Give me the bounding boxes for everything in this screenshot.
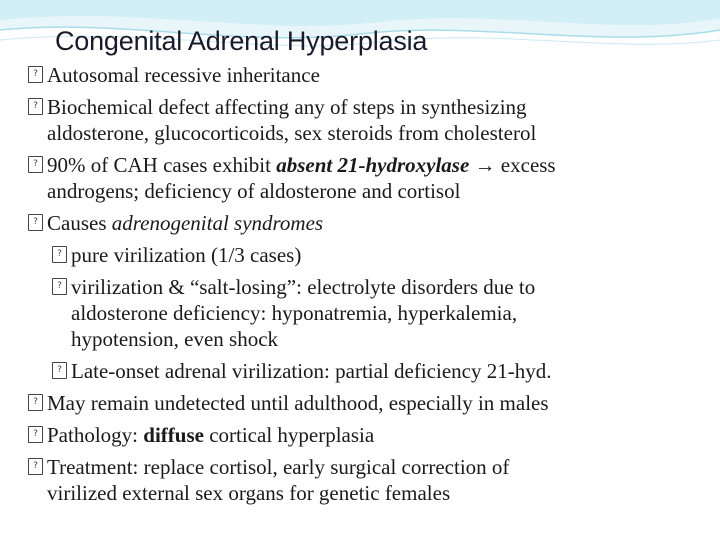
bullet-box-icon: ? bbox=[28, 66, 43, 83]
bullet-box-icon: ? bbox=[52, 246, 67, 263]
bullet-item: ? 90% of CAH cases exhibit absent 21-hydroxylase → excess androgens; deficiency of aldosterone and cortisol bbox=[28, 152, 708, 204]
bullet-item: ? Pathology: diffuse cortical hyperplasia bbox=[28, 422, 708, 448]
sub-bullet-item: ? pure virilization (1/3 cases) bbox=[52, 242, 708, 268]
sub-bullet-item: ? Late-onset adrenal virilization: partial deficiency 21-hyd. bbox=[52, 358, 708, 384]
bullet-box-icon: ? bbox=[28, 214, 43, 231]
bullet-box-icon: ? bbox=[28, 458, 43, 475]
bullet-box-icon: ? bbox=[28, 426, 43, 443]
bullet-item: ? Biochemical defect affecting any of steps in synthesizing aldosterone, glucocorticoids, sex steroids from cholesterol bbox=[28, 94, 708, 146]
bullet-list bbox=[28, 62, 708, 506]
bullet-item: ? May remain undetected until adulthood, especially in males bbox=[28, 390, 708, 416]
bullet-box-icon: ? bbox=[28, 156, 43, 173]
bullet-box-icon: ? bbox=[52, 278, 67, 295]
sub-bullet-item: ? virilization & “salt-losing”: electrolyte disorders due to aldosterone deficiency: hyponatremia, hyperkalemia, hypotension, even shock bbox=[52, 274, 708, 352]
bullet-box-icon: ? bbox=[28, 98, 43, 115]
bullet-item: ? Autosomal recessive inheritance bbox=[28, 62, 708, 88]
bullet-item: ? Treatment: replace cortisol, early surgical correction of virilized external sex organs for genetic females bbox=[28, 454, 708, 506]
bullet-item: ? Causes adrenogenital syndromes bbox=[28, 210, 708, 236]
bullet-box-icon: ? bbox=[52, 362, 67, 379]
bullet-box-icon: ? bbox=[28, 394, 43, 411]
slide-title: Congenital Adrenal Hyperplasia bbox=[55, 26, 428, 56]
